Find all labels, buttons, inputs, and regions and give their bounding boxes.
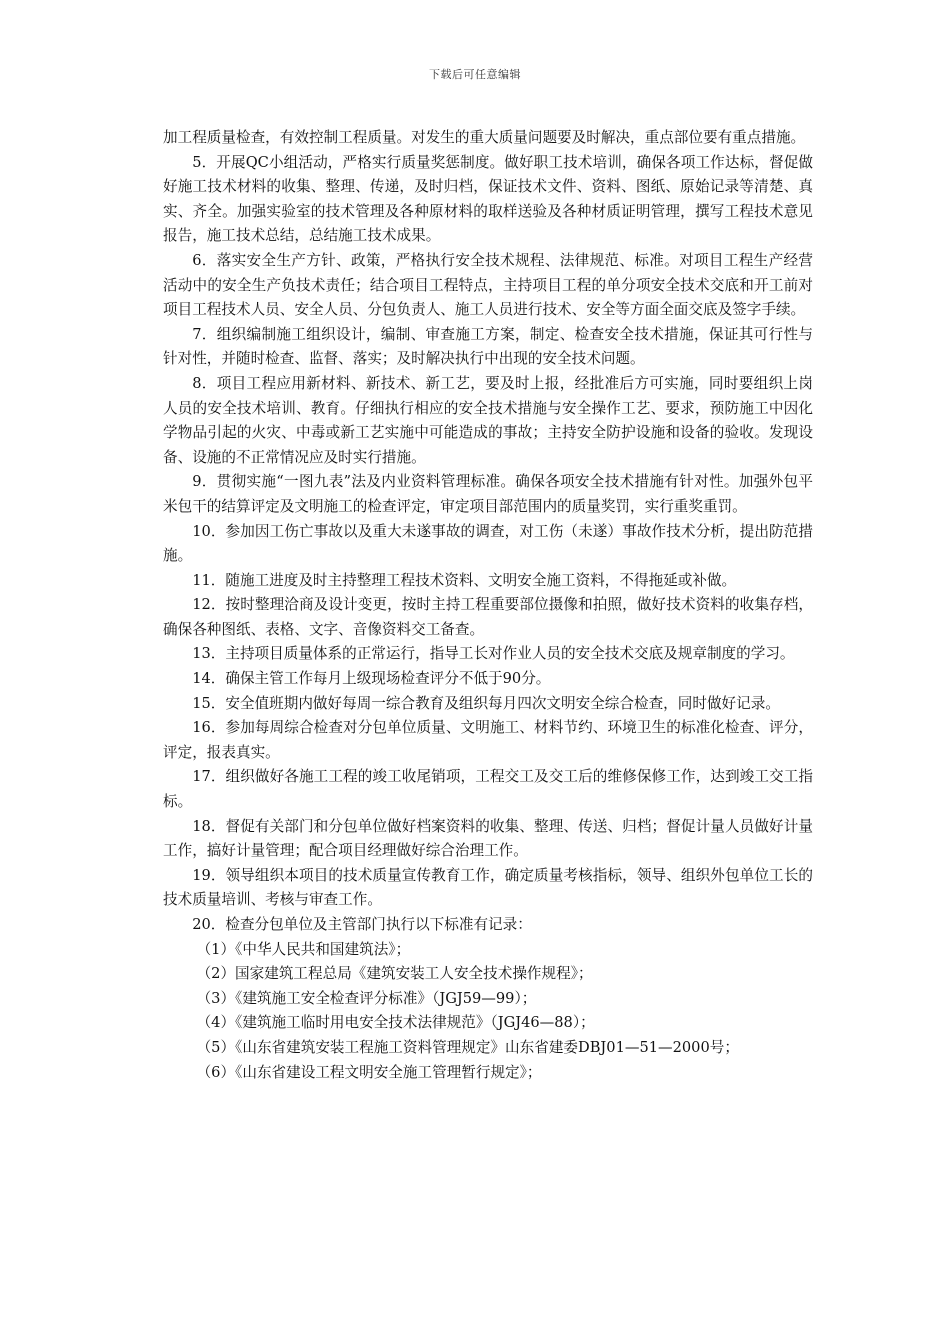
paragraph-item-11: 11．随施工进度及时主持整理工程技术资料、文明安全施工资料，不得拖延或补做。 (192, 571, 737, 589)
page-header: 下载后可任意编辑 (429, 68, 521, 81)
paragraph-item-10: 10．参加因工伤亡事故以及重大未遂事故的调查，对工伤（未遂）事故作技术分析，提出防范措施。 (163, 522, 813, 565)
standard-list-item: （1）《中华人民共和国建筑法》； (196, 940, 411, 958)
paragraph-item-19: 19．领导组织本项目的技术质量宣传教育工作，确定质量考核指标，领导、组织外包单位工长的技术质量培训、考核与审查工作。 (163, 866, 813, 909)
standard-list-item: （4）《建筑施工临时用电安全技术法律规范》（JGJ46—88）； (196, 1014, 595, 1032)
paragraph-item-7: 7．组织编制施工组织设计，编制、审查施工方案，制定、检查安全技术措施，保证其可行性与针对性，并随时检查、监督、落实；及时解决执行中出现的安全技术问题。 (163, 325, 813, 368)
standard-list-item: （6）《山东省建设工程文明安全施工管理暂行规定》； (196, 1063, 542, 1081)
paragraph-item-17: 17．组织做好各施工工程的竣工收尾销项，工程交工及交工后的维修保修工作，达到竣工交工指标。 (163, 768, 813, 811)
paragraph-item-5: 5．开展QC小组活动，严格实行质量奖惩制度。做好职工技术培训，确保各项工作达标，督促做好施工技术材料的收集、整理、传递，及时归档，保证技术文件、资料、图纸、原始记录等清楚、真实、齐全。加强实验室的技术管理及各种原材料的取样送验及各种材质证明管理，撰写工程技术意见报告，施工技术总结，总结施工技术成果。 (163, 153, 813, 245)
paragraph-item-14: 14．确保主管工作每月上级现场检查评分不低于90分。 (192, 670, 551, 688)
paragraph-item-12: 12．按时整理洽商及设计变更，按时主持工程重要部位摄像和拍照，做好技术资料的收集存档，确保各种图纸、表格、文字、音像资料交工备查。 (163, 596, 813, 638)
standard-list-item: （2）国家建筑工程总局《建筑安装工人安全技术操作规程》； (196, 965, 593, 983)
paragraph-continuation: 加工程质量检查，有效控制工程质量。对发生的重大质量问题要及时解决，重点部位要有重点措施。 (163, 129, 806, 146)
paragraph-item-18: 18．督促有关部门和分包单位做好档案资料的收集、整理、传送、归档；督促计量人员做好计量工作，搞好计量管理；配合项目经理做好综合治理工作。 (163, 817, 813, 860)
standard-list-item: （3）《建筑施工安全检查评分标准》（JGJ59—99）； (196, 989, 537, 1007)
paragraph-item-9: 9．贯彻实施“一图九表”法及内业资料管理标准。确保各项安全技术措施有针对性。加强外包平米包干的结算评定及文明施工的检查评定，审定项目部范围内的质量奖罚，实行重奖重罚。 (163, 473, 813, 515)
paragraph-item-13: 13．主持项目质量体系的正常运行，指导工长对作业人员的安全技术交底及规章制度的学习。 (192, 645, 795, 663)
standard-list-item: （5）《山东省建筑安装工程施工资料管理规定》山东省建委DBJ01—51—2000号； (196, 1038, 739, 1056)
paragraph-item-20: 20．检查分包单位及主管部门执行以下标准有记录： (192, 916, 532, 933)
paragraph-item-16: 16．参加每周综合检查对分包单位质量、文明施工、材料节约、环境卫生的标准化检查、评分，评定，报表真实。 (163, 719, 813, 761)
document-body (163, 126, 813, 1085)
paragraph-item-6: 6．落实安全生产方针、政策，严格执行安全技术规程、法律规范、标准。对项目工程生产经营活动中的安全生产负技术责任；结合项目工程特点，主持项目工程的单分项安全技术交底和开工前对项目工程技术人员、安全人员、分包负责人、施工人员进行技术、安全等方面全面交底及签字手续。 (163, 251, 813, 319)
paragraph-item-8: 8．项目工程应用新材料、新技术、新工艺，要及时上报，经批准后方可实施，同时要组织上岗人员的安全技术培训、教育。仔细执行相应的安全技术措施与安全操作工艺、要求，预防施工中因化学物品引起的火灾、中毒或新工艺实施中可能造成的事故；主持安全防护设施和设备的验收。发现设备、设施的不正常情况应及时实行措施。 (163, 374, 813, 466)
paragraph-item-15: 15．安全值班期内做好每周一综合教育及组织每月四次文明安全综合检查，同时做好记录。 (192, 694, 780, 712)
